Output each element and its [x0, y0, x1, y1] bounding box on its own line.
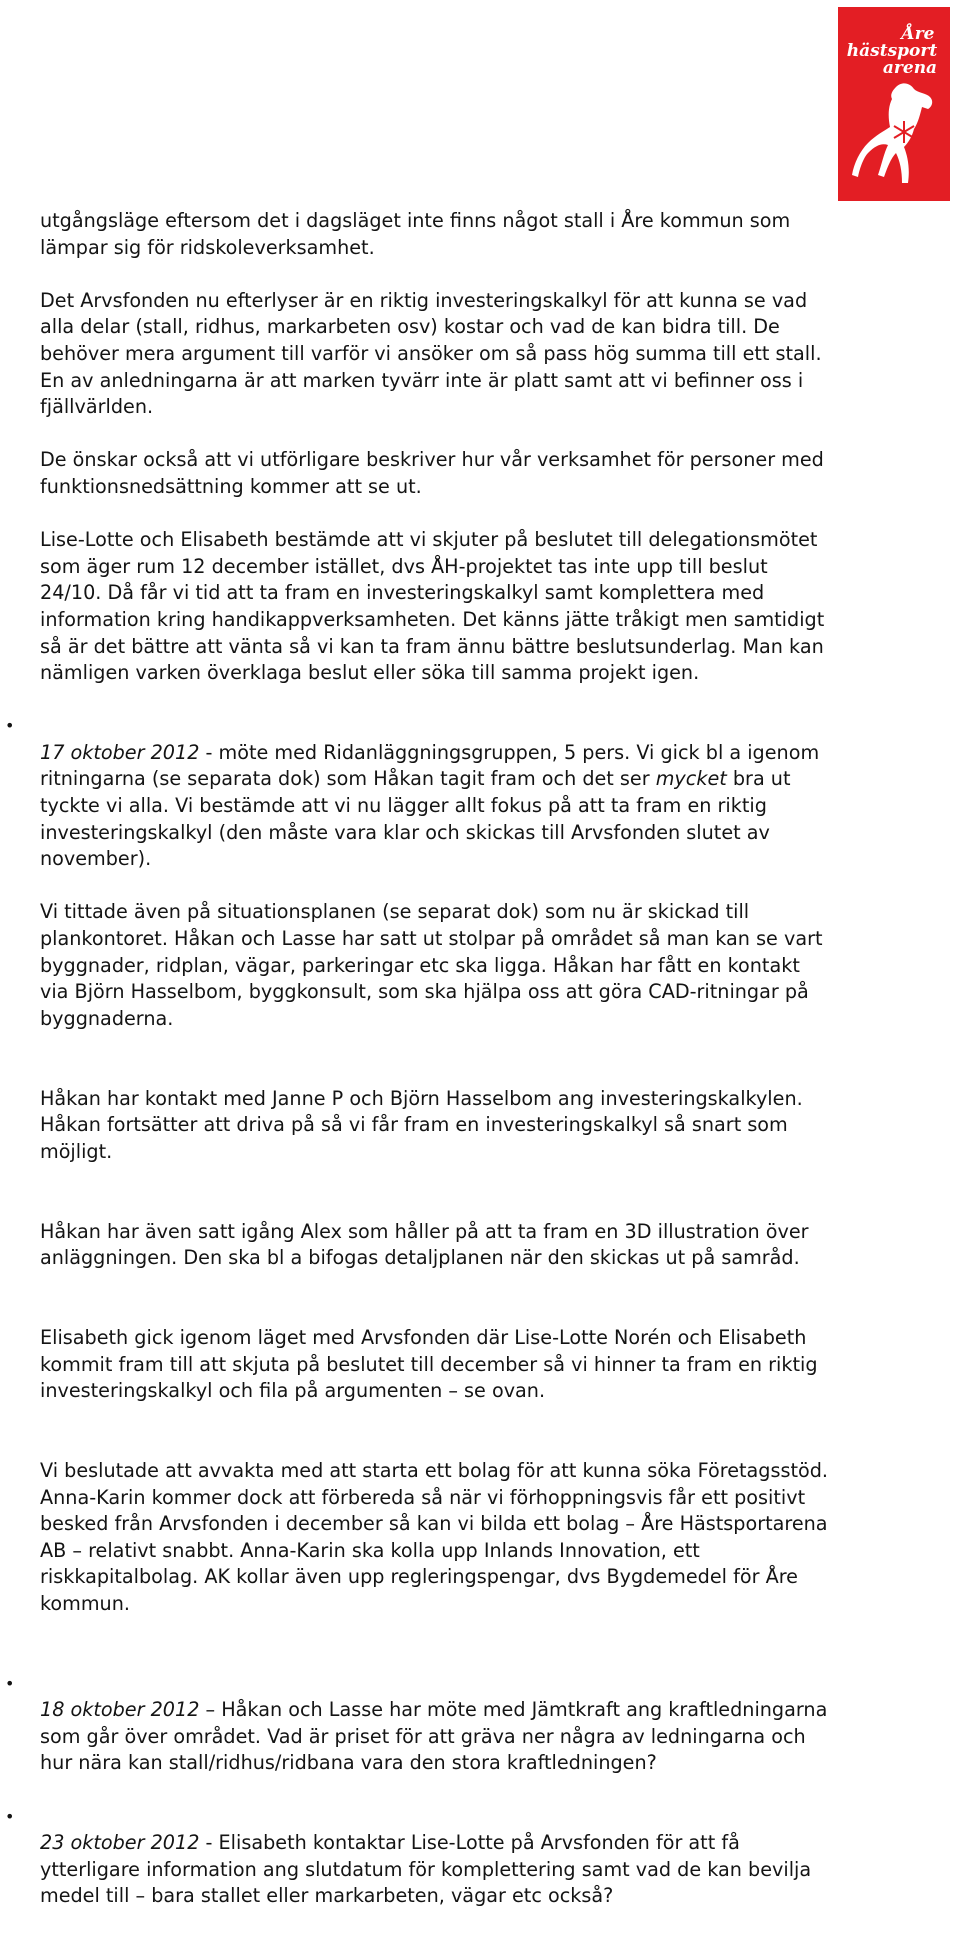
list-item-text: – Håkan och Lasse har möte med Jämtkraft ang kraftledningarna som går över området. Vad är priset för att gräva ner några av ledningarna och hur nära kan stall/ridhus/ridbana vara den stora kraftledningen?: [40, 1698, 828, 1775]
paragraph: Lise-Lotte och Elisabeth bestämde att vi skjuter på beslutet till delegationsmötet som äger rum 12 december istället, dvs ÅH-projektet tas inte upp till beslut 24/10. Då får vi tid att ta fram en investeringskalkyl samt komplettera med information kring handikappverksamheten. Det känns jätte tråkigt men samtidigt så är det bättre att vänta så vi kan ta fram ännu bättre beslutsunderlag. Man kan nämligen varken överklaga beslut eller söka till samma projekt igen.: [40, 528, 825, 685]
list-item: [5, 1804, 955, 1910]
logo-text-line2: hästsport: [846, 41, 938, 61]
emphasis-text: mycket: [655, 767, 727, 791]
list-item: [5, 1671, 955, 1777]
bullet-list-item-1: [5, 713, 955, 1644]
meeting-date: 17 oktober 2012: [40, 740, 200, 764]
paragraph: Det Arvsfonden nu efterlyser är en riktig investeringskalkyl för att kunna se vad alla delar (stall, ridhus, markarbeten osv) kostar och vad de kan bidra till. De behöver mera argument till varför vi ansöker om så pass hög summa till ett stall. En av anledningarna är att marken tyvärr inte är platt samt att vi befinner oss i fjällvärlden.: [40, 288, 822, 419]
paragraph: utgångsläge eftersom det i dagsläget inte finns något stall i Åre kommun som lämpar sig för ridskoleverksamhet.: [40, 209, 791, 259]
sub-paragraph: Vi beslutade att avvakta med att starta ett bolag för att kunna söka Företagsstöd. Anna-Karin kommer dock att förbereda så när vi förhoppningsvis får ett positivt besked från Arvsfonden i december så kan vi bilda ett bolag – Åre Hästsportarena AB – relativt snabbt. Anna-Karin ska kolla upp Inlands Innovation, ett riskkapitalbolag. AK kollar även upp regleringspengar, dvs Bygdemedel för Åre kommun.: [40, 1458, 829, 1615]
sub-paragraph: Vi tittade även på situationsplanen (se separat dok) som nu är skickad till plankontoret. Håkan och Lasse har satt ut stolpar på området så man kan se vart byggnader, ridplan, vägar, parkeringar etc ska ligga. Håkan har fått en kontakt via Björn Hasselbom, byggkonsult, som ska hjälpa oss att göra CAD-ritningar på byggnaderna.: [40, 900, 823, 1030]
logo-text-line3: arena: [882, 58, 938, 78]
meeting-date: 18 oktober 2012: [40, 1698, 200, 1722]
bullet-icon: •: [5, 716, 15, 736]
list-item-text: bra ut tyckte vi alla. Vi bestämde att vi nu lägger allt fokus på att ta fram en riktig investeringskalkyl (den måste vara klar och skickas till Arvsfonden slutet av november).: [40, 767, 791, 871]
logo-text-line1: Åre: [901, 24, 935, 44]
list-item-text: - möte med Ridanläggningsgruppen, 5 pers. Vi gick bl a igenom ritningarna (se separata dok) som Håkan tagit fram och det ser: [40, 740, 820, 791]
bullet-list-item-3: [5, 1804, 955, 1910]
list-item: [5, 713, 955, 1644]
document-body: [5, 208, 955, 1937]
meeting-date: 23 oktober 2012: [40, 1831, 200, 1855]
bullet-list-item-2: [5, 1671, 955, 1777]
paragraph: De önskar också att vi utförligare beskriver hur vår verksamhet för personer med funktionsnedsättning kommer att se ut.: [40, 448, 824, 498]
bullet-icon: •: [5, 1806, 15, 1826]
are-hastsportarena-logo: [838, 7, 950, 201]
sub-paragraph: Elisabeth gick igenom läget med Arvsfonden där Lise-Lotte Norén och Elisabeth kommit fram till att skjuta på beslutet till december så vi hinner ta fram en riktig investeringskalkyl och fila på argumenten – se ovan.: [40, 1325, 818, 1403]
sub-paragraph: Håkan har kontakt med Janne P och Björn Hasselbom ang investeringskalkylen. Håkan fortsätter att driva på så vi får fram en investeringskalkyl så snart som möjligt.: [40, 1086, 803, 1163]
horse-snowflake-logo-icon: [838, 7, 950, 201]
list-item-text: - Elisabeth kontaktar Lise-Lotte på Arvsfonden för att få ytterligare information ang slutdatum för komplettering samt vad de kan bevilja medel till – bara stallet eller markarbeten, vägar etc också?: [40, 1831, 812, 1908]
sub-paragraph: Håkan har även satt igång Alex som håller på att ta fram en 3D illustration över anläggningen. Den ska bl a bifogas detaljplanen när den skickas ut på samråd.: [40, 1219, 809, 1270]
bullet-icon: •: [5, 1673, 15, 1693]
